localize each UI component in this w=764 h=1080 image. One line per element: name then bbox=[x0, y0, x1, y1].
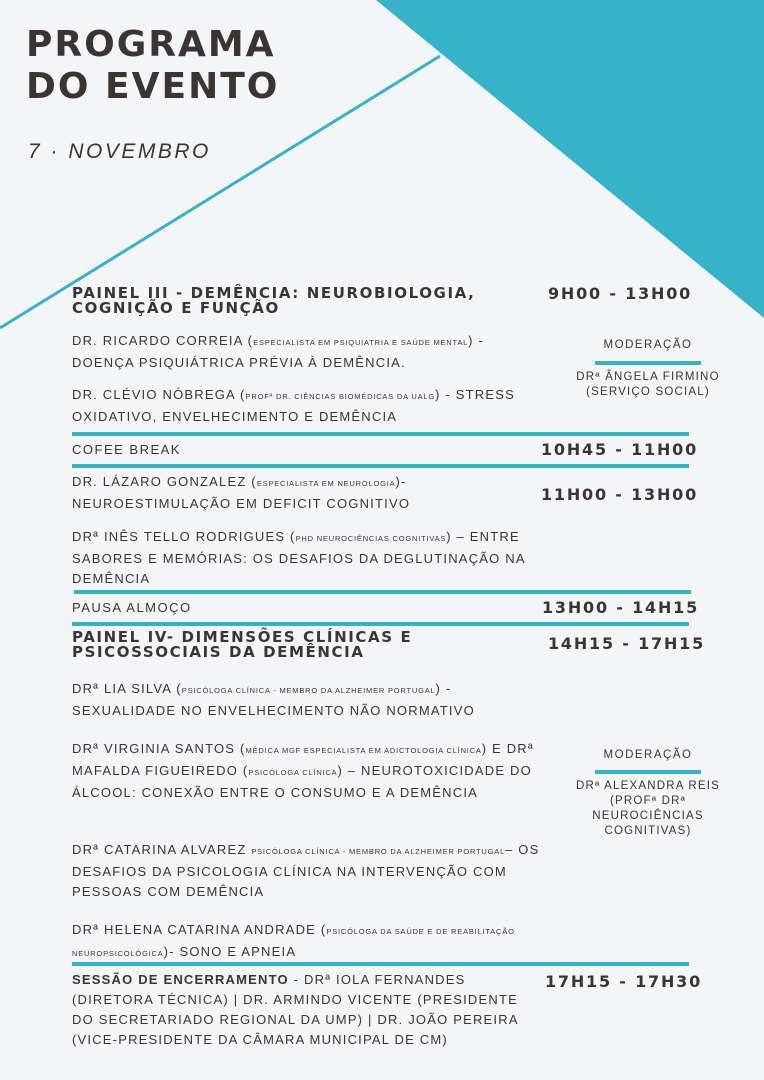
talk-lia-silva bbox=[72, 679, 542, 721]
speaker-affiliation: PHD NEUROCIÊNCIAS COGNITIVAS bbox=[295, 534, 447, 543]
panel-3-time: 9H00 - 13H00 bbox=[548, 284, 693, 303]
talk-clevio-nobrega bbox=[72, 385, 542, 427]
moderator-panel-3 bbox=[568, 370, 728, 400]
talk-ricardo-correia bbox=[72, 331, 542, 373]
moderator-role: COGNITIVAS) bbox=[604, 825, 692, 837]
divider bbox=[72, 432, 689, 436]
speaker-name: DRª CATARINA ALVAREZ bbox=[72, 842, 252, 857]
talk-title: – OS DESAFIOS DA PSICOLOGIA CLÍNICA NA INTERVENÇÃO COM PESSOAS COM DEMÊNCIA bbox=[72, 842, 540, 899]
divider bbox=[72, 464, 689, 468]
speaker-name: DR. LÁZARO GONZALEZ ( bbox=[72, 474, 257, 489]
panel-4-time: 14H15 - 17H15 bbox=[548, 634, 706, 653]
speaker-affiliation: PSICÓLOGA CLÍNICA - MEMBRO DA ALZHEIMER PORTUGAL bbox=[181, 686, 436, 695]
panel-4-title-line-1: PAINEL IV- DIMENSÕES CLÍNICAS E bbox=[72, 628, 413, 646]
block-2-time: 11H00 - 13H00 bbox=[541, 485, 699, 504]
panel-4-title-line-2: PSICOSSOCIAIS DA DEMÊNCIA bbox=[72, 643, 365, 661]
moderation-label: MODERAÇÃO bbox=[603, 339, 693, 351]
talk-title: ) – NEUROTOXICIDADE DO ÁLCOOL: CONEXÃO ENTRE O CONSUMO E A DEMÊNCIA bbox=[72, 763, 532, 800]
speaker-name: DRª VIRGINIA SANTOS ( bbox=[72, 741, 246, 756]
title-line-2: DO EVENTO bbox=[26, 66, 280, 107]
talk-title: ) - SEXUALIDADE NO ENVELHECIMENTO NÃO NORMATIVO bbox=[72, 681, 475, 718]
title-line-1: PROGRAMA bbox=[26, 24, 276, 65]
talk-ines-tello-rodrigues bbox=[72, 527, 542, 589]
moderation-rule bbox=[595, 770, 701, 774]
teal-triangle bbox=[376, 0, 764, 318]
panel-3-title bbox=[72, 286, 475, 316]
talk-title: )- NEUROESTIMULAÇÃO EM DEFICIT COGNITIVO bbox=[72, 474, 411, 511]
moderator-name: DRª ALEXANDRA REIS bbox=[575, 780, 721, 792]
speaker-name-2: ) E DRª MAFALDA FIGUEIREDO ( bbox=[72, 741, 534, 778]
talk-title: ) – ENTRE SABORES E MEMÓRIAS: OS DESAFIOS DA DEGLUTINAÇÃO NA DEMÊNCIA bbox=[72, 529, 525, 586]
moderation-rule bbox=[595, 361, 701, 365]
moderation-label: MODERAÇÃO bbox=[603, 749, 693, 761]
panel-4-title bbox=[72, 630, 412, 660]
lunch-time: 13H00 - 14H15 bbox=[542, 598, 700, 617]
talk-lazaro-gonzalez bbox=[72, 472, 542, 514]
talk-helena-catarina-andrade bbox=[72, 920, 542, 964]
speaker-name: DR. CLÉVIO NÓBREGA ( bbox=[72, 387, 246, 402]
talk-title: ) - STRESS OXIDATIVO, ENVELHECIMENTO E DEMÊNCIA bbox=[72, 387, 515, 424]
coffee-break-time: 10H45 - 11H00 bbox=[541, 440, 699, 459]
speaker-affiliation: MÉDICA MGF ESPECIALISTA EM ADICTOLOGIA CLÍNICA bbox=[245, 746, 482, 755]
speaker-name: DRª LIA SILVA ( bbox=[72, 681, 182, 696]
lunch-label: PAUSA ALMOÇO bbox=[72, 600, 192, 615]
speaker-affiliation: PROFª DR. CIÊNCIAS BIOMÉDICAS DA UALG bbox=[245, 392, 436, 401]
event-date: 7 · NOVEMBRO bbox=[28, 140, 211, 163]
talk-title: )- SONO E APNEIA bbox=[163, 944, 297, 959]
speaker-name: DR. RICARDO CORREIA ( bbox=[72, 333, 254, 348]
closing-session-time: 17H15 - 17H30 bbox=[545, 972, 703, 991]
moderator-role: NEUROCIÊNCIAS bbox=[592, 810, 704, 822]
coffee-break-label: COFEE BREAK bbox=[72, 442, 181, 457]
closing-session-speakers: - DRª IOLA FERNANDES (DIRETORA TÉCNICA) | DR. ARMINDO VICENTE (PRESIDENTE DO SECRETARIADO REGIONAL DA UMP) | DR. JOÃO PEREIRA (VICE-PRESIDENTE DA CÂMARA MUNICIPAL DE CM) bbox=[72, 972, 518, 1047]
speaker-affiliation: ESPECIALISTA EM PSIQUIATRIA E SAÚDE MENTAL bbox=[253, 338, 469, 347]
talk-catarina-alvarez bbox=[72, 840, 542, 902]
speaker-name: DRª INÊS TELLO RODRIGUES ( bbox=[72, 529, 296, 544]
moderator-role: (SERVIÇO SOCIAL) bbox=[586, 386, 710, 398]
divider bbox=[74, 590, 691, 594]
speaker-affiliation: PSICÓLOGA CLÍNICA - MEMBRO DA ALZHEIMER PORTUGAL bbox=[251, 847, 506, 856]
talk-virginia-santos-mafalda-figueiredo bbox=[72, 739, 542, 803]
speaker-name: DRª HELENA CATARINA ANDRADE ( bbox=[72, 922, 327, 937]
moderator-panel-4 bbox=[568, 779, 728, 839]
divider bbox=[72, 622, 689, 626]
speaker-affiliation-2: PSICÓLOGA CLÍNICA bbox=[248, 768, 338, 777]
panel-3-title-line-1: PAINEL III - DEMÊNCIA: NEUROBIOLOGIA, bbox=[72, 284, 476, 302]
closing-session bbox=[72, 970, 522, 1050]
page-title bbox=[26, 24, 279, 108]
talk-title: ) - DOENÇA PSIQUIÁTRICA PRÉVIA À DEMÊNCIA. bbox=[72, 333, 484, 370]
panel-3-title-line-2: COGNIÇÃO E FUNÇÃO bbox=[72, 299, 280, 317]
speaker-affiliation: ESPECIALISTA EM NEUROLOGIA bbox=[256, 479, 396, 488]
moderator-name: DRª ÂNGELA FIRMINO bbox=[576, 371, 720, 383]
closing-session-label: SESSÃO DE ENCERRAMENTO bbox=[72, 972, 289, 987]
speaker-affiliation: PSICÓLOGA DA SAÚDE E DE REABILITAÇÃO NEUROPSICOLÓGICA bbox=[72, 927, 515, 958]
divider bbox=[72, 962, 689, 966]
moderator-role: (PROFª DRª bbox=[609, 795, 687, 807]
